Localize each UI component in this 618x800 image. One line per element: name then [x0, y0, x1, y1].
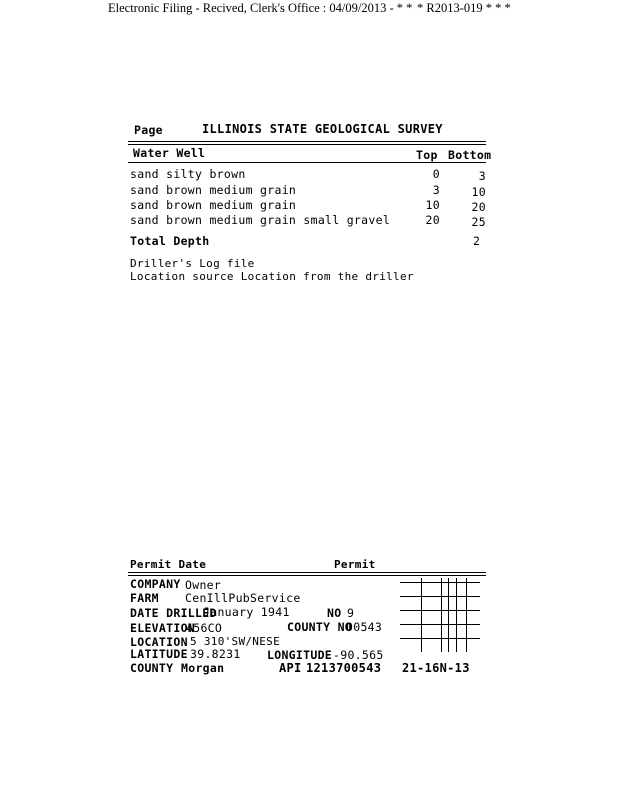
total-depth-label: Total Depth: [130, 234, 210, 248]
api-value: 1213700543: [306, 661, 382, 675]
latitude-label: LATITUDE: [130, 647, 188, 661]
company-label: COMPANY: [130, 577, 181, 591]
township-range: 21-16N-13: [402, 661, 470, 675]
county-label: COUNTY: [130, 661, 174, 675]
county-no-value: 00543: [346, 620, 383, 634]
grid-line: [400, 638, 480, 639]
grid-line: [400, 582, 480, 583]
table-row-bottom: 10: [471, 185, 486, 199]
table-title: Water Well: [133, 146, 206, 160]
section-grid: [400, 578, 480, 652]
grid-line: [466, 578, 467, 652]
location-value: 5 310'SW/NESE: [190, 635, 280, 648]
table-row-desc: sand brown medium grain small gravel: [130, 213, 391, 227]
col-bottom-header: Bottom: [448, 148, 492, 162]
grid-line: [448, 578, 449, 652]
location-label: LOCATION: [130, 635, 188, 649]
farm-label: FARM: [130, 591, 159, 605]
well-no-label: NO: [327, 606, 342, 620]
table-row-desc: sand brown medium grain: [130, 198, 297, 212]
table-row-bottom: 3: [478, 169, 486, 183]
filing-header-right: * R2013-019 * * *: [417, 1, 511, 15]
grid-line: [400, 596, 480, 597]
agency-title: ILLINOIS STATE GEOLOGICAL SURVEY: [202, 122, 443, 136]
elevation-label: ELEVATION: [130, 621, 196, 635]
permit-label: Permit: [334, 558, 376, 571]
table-row-bottom: 25: [471, 215, 486, 229]
rule-top-1: [128, 141, 486, 142]
table-row-desc: sand silty brown: [130, 167, 246, 181]
permit-date-label: Permit Date: [130, 558, 207, 571]
table-row-top: 20: [425, 213, 440, 227]
grid-line: [400, 610, 480, 611]
grid-line: [456, 578, 457, 652]
grid-line: [400, 624, 480, 625]
table-row-desc: sand brown medium grain: [130, 183, 297, 197]
elevation-value: 456CO: [186, 621, 223, 635]
table-row-top: 10: [425, 198, 440, 212]
latitude-value: 39.8231: [190, 647, 241, 661]
well-no-value: 9: [347, 606, 355, 620]
api-label: API: [279, 661, 302, 675]
county-value: Morgan: [181, 661, 225, 675]
page-label: Page: [134, 123, 163, 137]
county-no-label: COUNTY NO: [287, 620, 353, 634]
farm-value: CenIllPubService: [185, 591, 301, 605]
total-depth-value: 2: [473, 234, 481, 248]
company-value: Owner: [185, 578, 222, 592]
date-drilled-label: DATE DRILLED: [130, 606, 217, 620]
rule-top-2: [128, 144, 486, 145]
col-top-header: Top: [416, 148, 438, 162]
grid-line: [421, 578, 422, 652]
table-row-top: 0: [432, 167, 440, 181]
rule-permit-2: [128, 575, 486, 576]
rule-header-bottom: [128, 162, 486, 163]
grid-line: [441, 578, 442, 652]
longitude-value: -90.565: [333, 648, 384, 662]
filing-header-left: Electronic Filing - Recived, Clerk's Office : 04/09/2013 - * *: [108, 1, 413, 15]
location-source: Location source Location from the driller: [130, 270, 414, 283]
longitude-label: LONGITUDE: [267, 648, 333, 662]
rule-permit-1: [128, 572, 486, 573]
table-row-top: 3: [432, 183, 440, 197]
drillers-log: Driller's Log file: [130, 257, 255, 270]
filing-header: [108, 1, 528, 16]
table-row-bottom: 20: [471, 200, 486, 214]
date-drilled-value: January 1941: [203, 605, 290, 619]
